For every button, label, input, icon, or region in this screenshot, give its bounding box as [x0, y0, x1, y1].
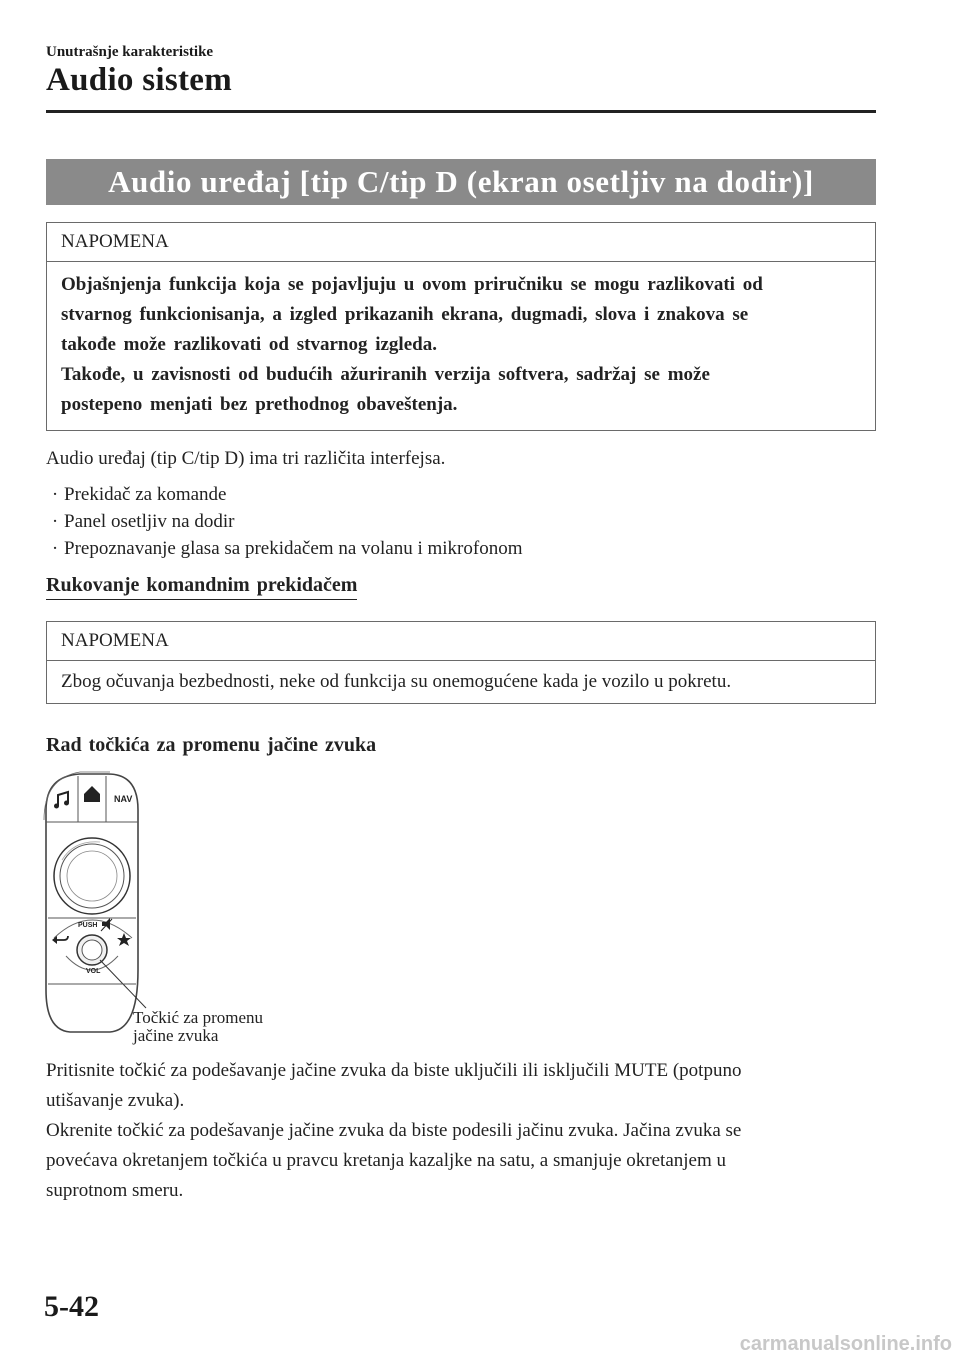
note-line: Objašnjenja funkcija koja se pojavljuju u ovom priručniku se mogu razlikovati od [61, 274, 763, 295]
push-label: PUSH [78, 922, 98, 929]
note-line: Takođe, u zavisnosti od budućih ažuriranih verzija softvera, sadržaj se može [61, 364, 710, 385]
note-line: postepeno menjati bez prethodnog obaveštenja. [61, 394, 458, 415]
heading-command-switch: Rukovanje komandnim prekidačem [46, 574, 357, 600]
note-box-1 [46, 222, 876, 431]
mute-icon [101, 918, 112, 931]
body-line: Pritisnite točkić za podešavanje jačine zvuka da biste uključili ili isključili MUTE (potpuno [46, 1060, 742, 1081]
note-line: takođe može razlikovati od stvarnog izgleda. [61, 334, 437, 355]
nav-label: NAV [114, 794, 133, 804]
list-item-text: Panel osetljiv na dodir [64, 511, 235, 532]
interface-list [46, 481, 523, 562]
body-line: povećava okretanjem točkića u pravcu kretanja kazaljke na satu, a smanjuje okretanjem u [46, 1150, 727, 1171]
note-label: NAPOMENA [47, 223, 875, 262]
watermark: carmanualsonline.info [739, 1333, 952, 1355]
list-item [46, 535, 523, 562]
bullet-marker: · [51, 538, 59, 559]
intro-paragraph: Audio uređaj (tip C/tip D) ima tri različita interfejsa. [46, 448, 446, 469]
heading-volume-dial: Rad točkića za promenu jačine zvuka [46, 734, 377, 756]
section-kicker: Unutrašnje karakteristike [46, 44, 214, 60]
note-line: stvarnog funkcionisanja, a izgled prikazanih ekrana, dugmadi, slova i znakova se [61, 304, 749, 325]
home-icon [84, 786, 100, 802]
list-item [46, 508, 523, 535]
vol-label: VOL [86, 968, 101, 975]
volume-knob [77, 935, 107, 965]
bullet-marker: · [51, 484, 59, 505]
section-title: Audio sistem [46, 62, 233, 98]
page-number: 5-42 [44, 1290, 99, 1323]
body-text [46, 1056, 876, 1206]
volume-dial-callout [133, 1009, 263, 1045]
note-label: NAPOMENA [47, 622, 875, 661]
callout-line: Točkić za promenu [133, 1008, 264, 1027]
header-rule [46, 110, 876, 113]
body-line: suprotnom smeru. [46, 1180, 184, 1201]
note-box-2 [46, 621, 876, 704]
list-item-text: Prepoznavanje glasa sa prekidačem na volanu i mikrofonom [64, 538, 523, 559]
body-line: utišavanje zvuka). [46, 1090, 185, 1111]
music-note-icon [54, 792, 69, 809]
note-body [47, 262, 875, 430]
body-line: Okrenite točkić za podešavanje jačine zvuka da biste podesili jačinu zvuka. Jačina zvuka se [46, 1120, 742, 1141]
list-item [46, 481, 523, 508]
bullet-marker: · [51, 511, 59, 532]
callout-line: jačine zvuka [133, 1026, 219, 1045]
note-body: Zbog očuvanja bezbednosti, neke od funkcija su onemogućene kada je vozilo u pokretu. [61, 671, 732, 692]
list-item-text: Prekidač za komande [64, 484, 227, 505]
chapter-banner: Audio uređaj [tip C/tip D (ekran osetljiv na dodir)] [46, 159, 876, 205]
